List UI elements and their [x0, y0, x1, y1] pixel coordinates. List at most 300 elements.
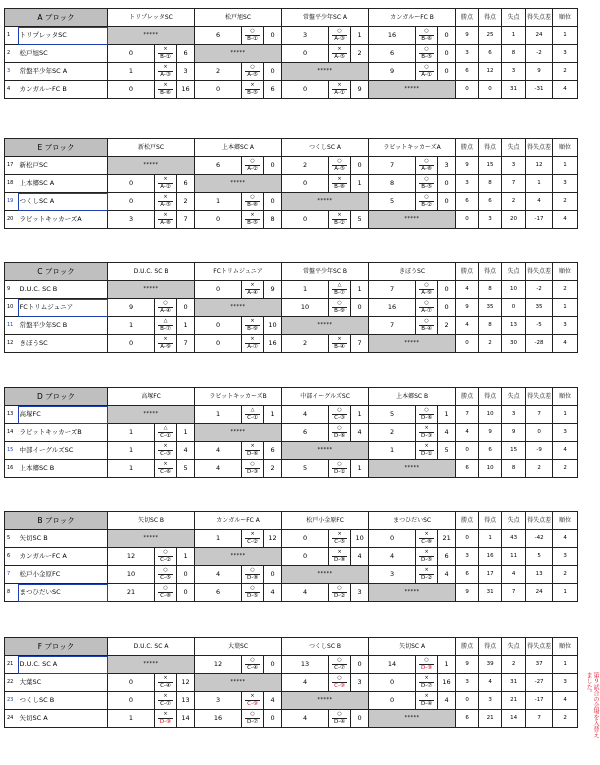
self-match-cell: *****: [195, 175, 282, 193]
team-name: カンガルーFC A: [18, 548, 108, 566]
block-name: C ブロック: [5, 263, 108, 281]
score-against: 12: [177, 674, 195, 692]
team-number: 18: [5, 175, 18, 193]
result-box: [158, 462, 173, 475]
team-number: 19: [5, 193, 18, 211]
score-against: 5: [438, 442, 456, 460]
self-match-cell: *****: [195, 45, 282, 63]
stat-value: 4: [553, 81, 578, 99]
result-symbol: ×: [424, 425, 429, 432]
match-code: A-⑦: [247, 343, 258, 350]
result-box: [245, 658, 260, 671]
stat-value: 25: [479, 27, 502, 45]
score-against: 0: [264, 27, 282, 45]
match-code: B-①: [160, 53, 171, 60]
result-symbol: ×: [250, 336, 255, 343]
result-symbol: ×: [250, 443, 255, 450]
result-box: [419, 408, 434, 421]
score-against: 7: [177, 335, 195, 353]
score-for: 0: [108, 335, 155, 353]
match-result: [329, 656, 351, 674]
stat-header: 得失点差: [526, 512, 553, 530]
score-for: 1: [108, 460, 155, 478]
score-against: 0: [177, 566, 195, 584]
score-against: 12: [264, 530, 282, 548]
result-symbol: ×: [337, 531, 342, 538]
self-match-cell: *****: [369, 584, 456, 602]
block-table: [4, 511, 578, 602]
stat-value: 21: [479, 710, 502, 728]
match-result: [242, 211, 264, 229]
column-team-name: D.U.C. SC A: [108, 638, 195, 656]
stat-header: 順位: [553, 638, 578, 656]
stat-value: 9: [456, 656, 479, 674]
score-against: 2: [264, 460, 282, 478]
score-against: 14: [177, 710, 195, 728]
column-team-name: FCトリムジュニア: [195, 263, 282, 281]
score-for: 13: [282, 656, 329, 674]
stat-header: 勝点: [456, 139, 479, 157]
match-code: B-②: [421, 201, 432, 208]
stat-header: 勝点: [456, 638, 479, 656]
self-match-cell: *****: [108, 656, 195, 674]
score-against: 0: [438, 193, 456, 211]
match-code: C-⑨: [247, 700, 258, 707]
match-result: [416, 566, 438, 584]
score-against: 10: [351, 530, 369, 548]
result-box: [332, 426, 347, 439]
result-box: [419, 283, 434, 296]
stat-value: 17: [479, 566, 502, 584]
match-code: D-⑤: [421, 556, 433, 563]
result-box: [245, 712, 260, 725]
result-symbol: ×: [424, 549, 429, 556]
block-table: [4, 262, 578, 353]
result-symbol: ×: [424, 531, 429, 538]
stat-value: 0: [456, 442, 479, 460]
result-box: [158, 550, 173, 563]
result-box: [419, 694, 434, 707]
score-for: 1: [108, 710, 155, 728]
score-for: 0: [108, 193, 155, 211]
stat-value: 2: [553, 63, 578, 81]
score-against: 16: [438, 674, 456, 692]
score-for: 0: [195, 81, 242, 99]
stat-value: 31: [502, 81, 526, 99]
score-against: 0: [177, 584, 195, 602]
match-code: B-⑨: [334, 307, 345, 314]
stat-value: 0: [456, 335, 479, 353]
block-name: E ブロック: [5, 139, 108, 157]
match-result: [155, 317, 177, 335]
team-number: 13: [5, 406, 18, 424]
score-for: 4: [282, 710, 329, 728]
column-team-name: 高塚FC: [108, 388, 195, 406]
match-result: [329, 710, 351, 728]
match-code: A-⑨: [421, 289, 432, 296]
stat-value: 0: [479, 81, 502, 99]
score-for: 0: [282, 81, 329, 99]
score-for: 4: [282, 406, 329, 424]
stat-value: 2: [502, 656, 526, 674]
result-box: [332, 177, 347, 190]
result-symbol: ○: [337, 657, 342, 664]
score-for: 1: [108, 424, 155, 442]
score-against: 6: [438, 548, 456, 566]
team-row: [5, 406, 578, 424]
stat-value: 8: [479, 281, 502, 299]
score-for: 6: [369, 45, 416, 63]
match-result: [242, 317, 264, 335]
score-against: 3: [351, 674, 369, 692]
score-for: 6: [195, 27, 242, 45]
match-result: [155, 211, 177, 229]
block-name: B ブロック: [5, 512, 108, 530]
match-result: [155, 692, 177, 710]
stat-value: 8: [479, 175, 502, 193]
self-match-cell: *****: [195, 424, 282, 442]
score-against: 0: [264, 656, 282, 674]
match-result: [329, 406, 351, 424]
score-against: 0: [438, 63, 456, 81]
self-match-cell: *****: [282, 566, 369, 584]
stat-value: -31: [526, 81, 553, 99]
score-for: 1: [195, 193, 242, 211]
self-match-cell: *****: [282, 63, 369, 81]
result-symbol: ○: [250, 461, 255, 468]
score-against: 21: [438, 530, 456, 548]
score-for: 1: [108, 442, 155, 460]
team-name: 大葉SC: [18, 674, 108, 692]
stat-value: -5: [526, 317, 553, 335]
score-against: 1: [351, 175, 369, 193]
result-box: [158, 65, 173, 78]
match-result: [329, 335, 351, 353]
score-for: 9: [369, 63, 416, 81]
stat-value: 30: [502, 335, 526, 353]
team-name: 高塚FC: [18, 406, 108, 424]
stat-value: 24: [526, 584, 553, 602]
score-for: 3: [108, 211, 155, 229]
stat-value: 8: [502, 460, 526, 478]
result-symbol: ×: [250, 82, 255, 89]
stat-value: -9: [526, 442, 553, 460]
stat-header: 失点: [502, 9, 526, 27]
match-code: A-①: [334, 89, 345, 96]
stat-value: 2: [526, 460, 553, 478]
result-box: [419, 65, 434, 78]
column-team-name: ラビットキッカーズB: [195, 388, 282, 406]
score-for: 3: [195, 692, 242, 710]
column-team-name: 上本郷SC A: [195, 139, 282, 157]
result-symbol: ○: [337, 407, 342, 414]
stat-value: 3: [502, 157, 526, 175]
score-for: 0: [195, 211, 242, 229]
score-against: 3: [177, 63, 195, 81]
stat-header: 得点: [479, 638, 502, 656]
stat-value: 4: [479, 674, 502, 692]
stat-value: 24: [526, 27, 553, 45]
result-box: [245, 83, 260, 96]
stat-value: -27: [526, 674, 553, 692]
match-result: [242, 442, 264, 460]
result-box: [332, 213, 347, 226]
match-code: C-⑨: [334, 682, 345, 689]
score-for: 2: [195, 63, 242, 81]
result-box: [158, 337, 173, 350]
team-number: 20: [5, 211, 18, 229]
result-symbol: ○: [250, 194, 255, 201]
match-code: C-⑧: [160, 592, 171, 599]
team-number: 2: [5, 45, 18, 63]
stat-value: 13: [502, 317, 526, 335]
self-match-cell: *****: [369, 710, 456, 728]
stat-value: 3: [456, 674, 479, 692]
result-box: [158, 426, 173, 439]
result-symbol: ×: [424, 443, 429, 450]
stat-value: 6: [456, 710, 479, 728]
team-name: 常盤平少年SC A: [18, 63, 108, 81]
match-result: [329, 424, 351, 442]
result-symbol: ×: [163, 336, 168, 343]
score-for: 16: [195, 710, 242, 728]
match-code: D-①: [421, 450, 433, 457]
result-box: [419, 444, 434, 457]
result-symbol: ×: [337, 336, 342, 343]
team-name: 上本郷SC B: [18, 460, 108, 478]
stat-value: 7: [526, 710, 553, 728]
result-symbol: ○: [163, 585, 168, 592]
result-symbol: ○: [424, 657, 429, 664]
match-result: [155, 548, 177, 566]
score-against: 0: [438, 299, 456, 317]
stat-value: -28: [526, 335, 553, 353]
result-symbol: ×: [337, 82, 342, 89]
column-team-name: トリプレッタSC: [108, 9, 195, 27]
stat-value: 3: [553, 548, 578, 566]
score-against: 1: [351, 460, 369, 478]
team-name: FCトリムジュニア: [18, 299, 108, 317]
result-symbol: ×: [163, 443, 168, 450]
self-match-cell: *****: [108, 530, 195, 548]
result-box: [158, 83, 173, 96]
result-box: [245, 319, 260, 332]
result-symbol: ○: [337, 675, 342, 682]
team-number: 11: [5, 317, 18, 335]
match-result: [155, 710, 177, 728]
stat-value: 3: [553, 45, 578, 63]
match-result: [416, 175, 438, 193]
team-name: D.U.C. SC A: [18, 656, 108, 674]
score-against: 4: [351, 424, 369, 442]
result-box: [158, 319, 173, 332]
stat-value: 1: [526, 175, 553, 193]
match-result: [416, 442, 438, 460]
score-against: 5: [177, 460, 195, 478]
score-against: 2: [438, 317, 456, 335]
result-symbol: ×: [424, 675, 429, 682]
result-box: [245, 195, 260, 208]
stat-value: 6: [456, 63, 479, 81]
match-result: [155, 335, 177, 353]
stat-value: 3: [456, 175, 479, 193]
stat-header: 得点: [479, 512, 502, 530]
match-result: [416, 692, 438, 710]
stat-value: 1: [553, 656, 578, 674]
score-against: 0: [264, 566, 282, 584]
score-against: 0: [177, 299, 195, 317]
stat-header: 順位: [553, 388, 578, 406]
stat-value: 2: [553, 281, 578, 299]
stat-value: 6: [479, 45, 502, 63]
score-for: 4: [282, 674, 329, 692]
match-code: C-②: [160, 556, 171, 563]
score-for: 0: [369, 692, 416, 710]
result-box: [419, 301, 434, 314]
stat-value: 1: [553, 299, 578, 317]
match-code: C-②: [247, 538, 258, 545]
stat-header: 失点: [502, 638, 526, 656]
score-against: 0: [438, 281, 456, 299]
result-box: [158, 47, 173, 60]
score-for: 7: [369, 157, 416, 175]
team-number: 10: [5, 299, 18, 317]
match-code: C-⑥: [160, 468, 171, 475]
column-team-name: ラビットキッカーズA: [369, 139, 456, 157]
score-for: 4: [195, 442, 242, 460]
stat-value: 3: [456, 45, 479, 63]
stat-value: -2: [526, 281, 553, 299]
match-code: B-①: [247, 35, 258, 42]
score-for: 0: [282, 211, 329, 229]
column-team-name: D.U.C. SC B: [108, 263, 195, 281]
column-team-name: 矢切SC A: [369, 638, 456, 656]
score-for: 2: [282, 157, 329, 175]
stat-value: 15: [479, 157, 502, 175]
result-symbol: ×: [163, 176, 168, 183]
match-code: D-④: [333, 718, 346, 725]
self-match-cell: *****: [195, 674, 282, 692]
stat-value: 7: [502, 584, 526, 602]
match-code: A-③: [334, 35, 345, 42]
score-for: 0: [282, 548, 329, 566]
stat-value: 3: [502, 63, 526, 81]
result-symbol: ○: [337, 158, 342, 165]
result-box: [332, 550, 347, 563]
stat-header: 失点: [502, 139, 526, 157]
score-for: 0: [108, 175, 155, 193]
stat-value: 2: [553, 460, 578, 478]
result-symbol: ○: [424, 194, 429, 201]
match-result: [329, 157, 351, 175]
score-for: 1: [369, 442, 416, 460]
result-box: [158, 195, 173, 208]
team-row: [5, 81, 578, 99]
stat-value: 43: [502, 530, 526, 548]
score-for: 12: [195, 656, 242, 674]
self-match-cell: *****: [108, 157, 195, 175]
result-box: [245, 29, 260, 42]
stat-header: 順位: [553, 512, 578, 530]
result-symbol: ×: [250, 531, 255, 538]
stat-value: 4: [553, 335, 578, 353]
team-number: 5: [5, 530, 18, 548]
score-for: 2: [369, 424, 416, 442]
score-for: 0: [108, 692, 155, 710]
result-symbol: ○: [424, 28, 429, 35]
match-code: D-④: [420, 700, 433, 707]
team-name: 矢切SC A: [18, 710, 108, 728]
result-symbol: ×: [337, 46, 342, 53]
self-match-cell: *****: [108, 27, 195, 45]
result-box: [245, 337, 260, 350]
result-symbol: ×: [163, 461, 168, 468]
team-number: 24: [5, 710, 18, 728]
result-symbol: ○: [250, 657, 255, 664]
self-match-cell: *****: [369, 81, 456, 99]
stat-value: 10: [479, 460, 502, 478]
stat-value: -2: [526, 45, 553, 63]
match-code: A-⑤: [247, 71, 258, 78]
stat-value: 4: [502, 566, 526, 584]
team-number: 3: [5, 63, 18, 81]
stat-header: 順位: [553, 263, 578, 281]
match-code: A-①: [421, 71, 432, 78]
stat-value: 2: [553, 193, 578, 211]
stat-header: 得点: [479, 388, 502, 406]
score-against: 0: [351, 299, 369, 317]
result-symbol: ×: [163, 675, 168, 682]
block-name: A ブロック: [5, 9, 108, 27]
stat-value: 3: [553, 175, 578, 193]
block-name: F ブロック: [5, 638, 108, 656]
match-code: D-③: [421, 432, 433, 439]
result-symbol: ×: [250, 318, 255, 325]
match-result: [242, 460, 264, 478]
match-result: [242, 584, 264, 602]
match-code: C-①: [247, 414, 258, 421]
match-result: [416, 548, 438, 566]
team-row: [5, 424, 578, 442]
result-box: [245, 159, 260, 172]
match-result: [242, 692, 264, 710]
match-code: D-⑥: [333, 432, 346, 439]
match-result: [155, 424, 177, 442]
match-code: A-⑦: [421, 307, 432, 314]
result-symbol: △: [337, 282, 342, 289]
score-for: 3: [369, 566, 416, 584]
score-against: 9: [351, 81, 369, 99]
score-against: 0: [264, 157, 282, 175]
team-row: [5, 710, 578, 728]
stat-value: 31: [502, 674, 526, 692]
stat-value: 0: [502, 299, 526, 317]
result-box: [419, 532, 434, 545]
block-table: [4, 637, 578, 728]
result-box: [419, 550, 434, 563]
stat-value: 6: [479, 193, 502, 211]
score-against: 4: [177, 442, 195, 460]
stat-value: 0: [456, 530, 479, 548]
team-row: [5, 281, 578, 299]
score-for: 16: [369, 299, 416, 317]
team-number: 22: [5, 674, 18, 692]
score-for: 0: [369, 674, 416, 692]
match-code: A-②: [247, 165, 258, 172]
score-against: 1: [177, 424, 195, 442]
stat-value: 1: [479, 530, 502, 548]
result-box: [419, 29, 434, 42]
